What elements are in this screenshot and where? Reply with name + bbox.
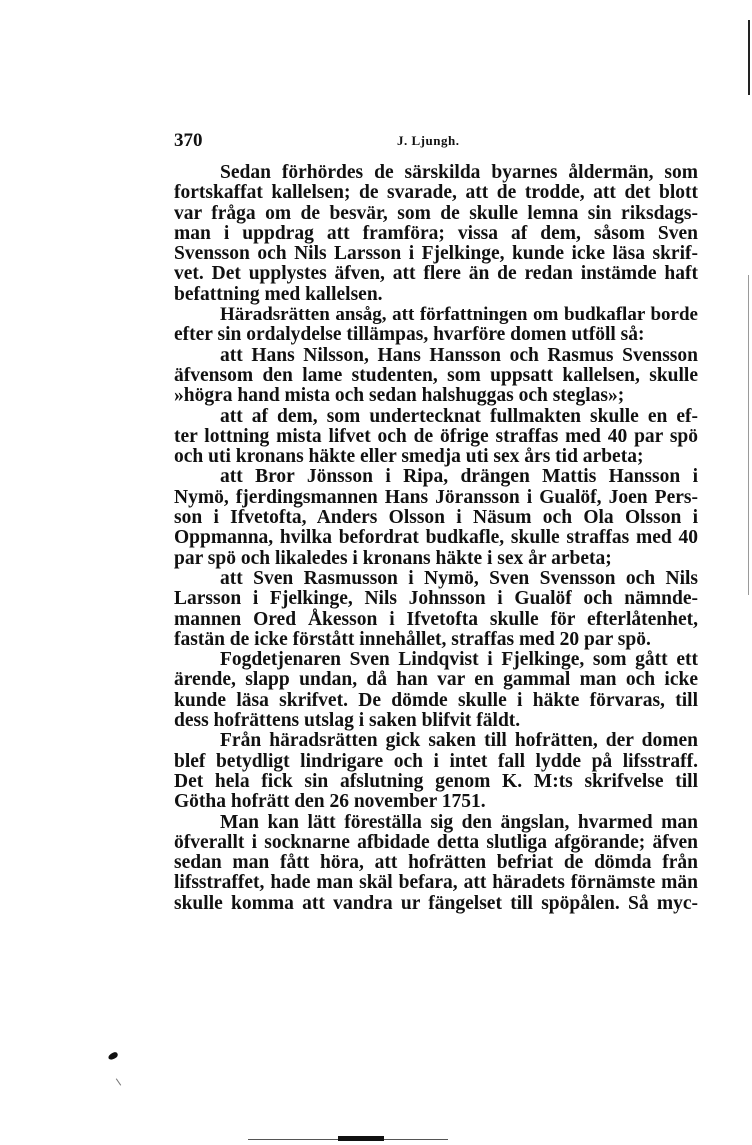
text-line: sedan man fått höra, att hofrätten befriat de dömda från <box>174 852 698 874</box>
text-line: Sedan förhördes de särskilda byarnes åldermän, som <box>220 162 698 183</box>
bottom-bar <box>338 1136 384 1141</box>
ink-speck <box>107 1051 119 1061</box>
text-line: att af dem, som undertecknat fullmakten skulle en ef- <box>220 405 698 427</box>
body-text <box>174 163 698 914</box>
text-line: Från häradsrätten gick saken till hofrätten, der domen <box>220 730 698 752</box>
text-line: Man kan lätt föreställa sig den ängslan, hvarmed man <box>220 811 698 833</box>
text-line: och uti kronans häkte eller smedja uti sex års tid arbeta; <box>174 446 644 468</box>
text-line: skulle komma att vandra ur fängelset till spöpålen. Så myc- <box>174 892 698 914</box>
text-line: Det hela fick sin afslutning genom K. M:ts skrifvelse till <box>174 770 698 792</box>
text-line: lifsstraffet, hade man skäl befara, att häradets förnämste män <box>174 872 698 894</box>
text-line: kunde läsa skrifvet. De dömde skulle i häkte förvaras, till <box>174 689 698 711</box>
text-line: fastän de icke förstått innehållet, straffas med 20 par spö. <box>174 628 651 650</box>
text-line: vet. Det upplystes äfven, att flere än de redan instämde haft <box>174 263 698 285</box>
text-line: ter lottning mista lifvet och de öfrige straffas med 40 par spö <box>174 425 698 447</box>
text-line: äfvensom den lame studenten, som uppsatt kallelsen, skulle <box>174 364 698 386</box>
running-head: J. Ljungh. <box>397 133 460 148</box>
text-line: efter sin ordalydelse tillämpas, hvarföre domen utföll så: <box>174 324 645 346</box>
text-line: par spö och likaledes i kronans häkte i sex år arbeta; <box>174 547 612 569</box>
ink-mark <box>116 1078 121 1085</box>
text-line: ärende, slapp undan, då han var en gammal man och icke <box>174 669 698 691</box>
text-line: mannen Ored Åkesson i Ifvetofta skulle för efterlåtenhet, <box>174 608 698 630</box>
text-line: Nymö, fjerdingsmannen Hans Jöransson i Gualöf, Joen Pers- <box>174 486 698 508</box>
text-line: att Hans Nilsson, Hans Hansson och Rasmus Svensson <box>220 344 698 366</box>
text-line: var fråga om de besvär, som de skulle lemna sin riksdags- <box>174 202 698 224</box>
text-line: fortskaffat kallelsen; de svarade, att de trodde, att det blott <box>174 182 698 204</box>
text-line: Fogdetjenaren Sven Lindqvist i Fjelkinge, som gått ett <box>220 649 698 671</box>
text-line: Häradsrätten ansåg, att författningen om budkaflar borde <box>220 304 698 326</box>
text-line: Svensson och Nils Larsson i Fjelkinge, kunde icke läsa skrif- <box>174 243 698 265</box>
text-line: öfverallt i socknarne afbidade detta slutliga afgörande; äfven <box>174 831 698 853</box>
page-number: 370 <box>174 130 203 151</box>
text-line: Götha hofrätt den 26 november 1751. <box>174 791 486 813</box>
text-line: att Bror Jönsson i Ripa, drängen Mattis Hansson i <box>220 466 698 488</box>
text-line: dess hofrättens utslag i saken blifvit fäldt. <box>174 710 521 732</box>
text-line: »högra hand mista och sedan halshuggas och steglas»; <box>174 385 625 407</box>
text-line: befattning med kallelsen. <box>174 283 383 305</box>
text-line: Oppmanna, hvilka befordrat budkafle, skulle straffas med 40 <box>174 527 698 549</box>
text-line: att Sven Rasmusson i Nymö, Sven Svensson och Nils <box>220 567 698 589</box>
text-line: man i uppdrag att framföra; vissa af dem, såsom Sven <box>174 222 698 244</box>
text-line: son i Ifvetofta, Anders Olsson i Näsum och Ola Olsson i <box>174 507 698 529</box>
text-line: blef betydligt lindrigare och i intet fall lydde på lifsstraff. <box>174 750 698 772</box>
scan-edge-line <box>748 20 750 95</box>
text-line: Larsson i Fjelkinge, Nils Johnsson i Gualöf och nämnde- <box>174 588 698 610</box>
scan-edge-line-lower <box>748 275 749 595</box>
